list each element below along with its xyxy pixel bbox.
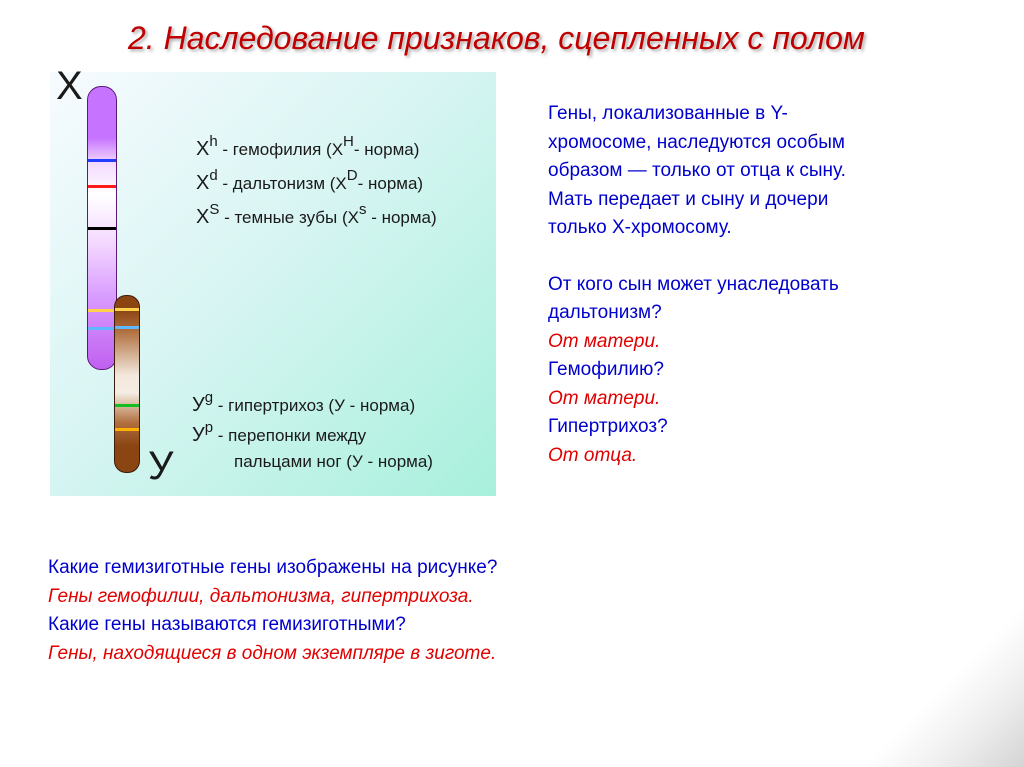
legend-hypertrichosis: $У^g$ - гипертрихоз (У - норма) xyxy=(192,389,416,416)
page-curl-shadow xyxy=(824,607,1024,767)
explanation-line: хромосоме, наследуются особым xyxy=(548,131,845,153)
explanation-line: образом — только от отца к сыну. xyxy=(548,160,846,181)
y-chromosome xyxy=(114,295,140,473)
x-band-yellow xyxy=(88,309,116,312)
bottom-answer-1: Гены гемофилии, дальтонизма, гипертрихоза. xyxy=(48,585,474,607)
x-chromosome-label: X xyxy=(56,64,83,108)
x-band-lightblue xyxy=(88,327,116,330)
y-chromosome-label: У xyxy=(148,444,174,488)
explanation-line: Мать передает и сыну и дочери xyxy=(548,188,829,210)
bottom-question-2: Какие гены называются гемизиготными? xyxy=(48,614,406,635)
explanation-line: только Х-хромосому. xyxy=(548,217,732,238)
x-band-colorblindness xyxy=(88,185,116,188)
legend-webbed-toes-line2: пальцами ног (У - норма) xyxy=(234,452,433,471)
legend-colorblindness: $X^d$ - дальтонизм ($X^D-$ норма) xyxy=(196,167,424,194)
y-band-hypertrichosis xyxy=(115,404,139,407)
explanation-text xyxy=(548,100,988,470)
question-line: Гипертрихоз? xyxy=(548,416,668,437)
answer-line: От отца. xyxy=(548,444,638,466)
y-band-lightblue xyxy=(115,326,139,329)
question-line: Гемофилию? xyxy=(548,359,664,380)
answer-line: От матери. xyxy=(548,387,661,409)
question-line: От кого сын может унаследовать xyxy=(548,273,839,295)
slide-title: 2. Наследование признаков, сцепленных с полом xyxy=(128,20,865,56)
y-band-webbed-toes xyxy=(115,428,139,431)
bottom-qa xyxy=(48,554,808,668)
x-band-hemophilia xyxy=(88,159,116,162)
y-band-yellow xyxy=(115,308,139,311)
question-line: дальтонизм? xyxy=(548,302,662,323)
legend-webbed-toes: $У^p$ - перепонки между xyxy=(192,419,367,446)
answer-line: От матери. xyxy=(548,330,661,352)
bottom-answer-2: Гены, находящиеся в одном экземпляре в зиготе. xyxy=(48,642,497,664)
x-band-dark-teeth xyxy=(88,227,116,230)
x-chromosome xyxy=(87,86,117,370)
legend-dark-teeth: $X^S$ - темные зубы ($X^s$ - норма) xyxy=(196,201,437,228)
explanation-line: Гены, локализованные в Y- xyxy=(548,103,788,124)
legend-hemophilia: $X^h$ - гемофилия ($X^H-$ норма) xyxy=(196,133,420,160)
bottom-question-1: Какие гемизиготные гены изображены на рисунке? xyxy=(48,557,498,578)
chromosome-figure xyxy=(50,64,496,496)
